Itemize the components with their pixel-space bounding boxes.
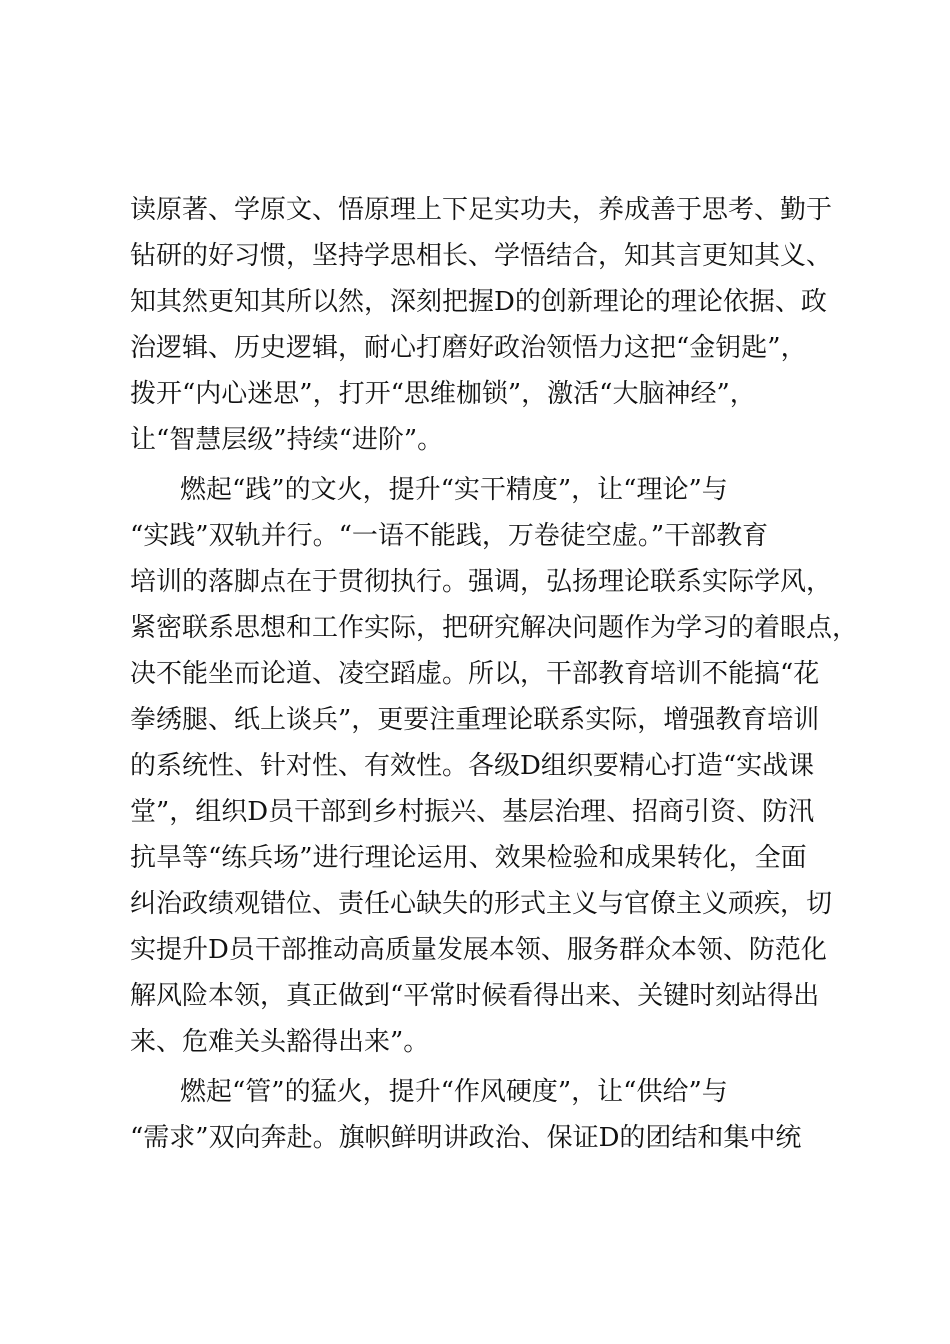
text-line: 来、危难关头豁得出来”。 <box>130 1027 430 1057</box>
text-line: 紧密联系思想和工作实际，把研究解决问题作为学习的着眼点， <box>130 613 859 643</box>
text-line: 知其然更知其所以然，深刻把握D的创新理论的理论依据、政 <box>130 287 827 317</box>
text-line: 的系统性、针对性、有效性。各级D组织要精心打造“实战课 <box>130 751 815 781</box>
text-line: 解风险本领，真正做到“平常时候看得出来、关键时刻站得出 <box>130 981 820 1011</box>
text-line: 治逻辑、历史逻辑，耐心打磨好政治领悟力这把“金钥匙”， <box>130 333 807 363</box>
text-line: 拳绣腿、纸上谈兵”，更要注重理论联系实际，增强教育培训 <box>130 705 820 735</box>
text-line: 抗旱等“练兵场”进行理论运用、效果检验和成果转化，全面 <box>130 843 807 873</box>
text-line: “实践”双轨并行。“一语不能践，万卷徒空虚。”干部教育 <box>130 521 769 551</box>
paragraph-first-line: 燃起“管”的猛火，提升“作风硬度”，让“供给”与 <box>180 1077 728 1107</box>
text-line: 培训的落脚点在于贯彻执行。强调，弘扬理论联系实际学风， <box>130 567 833 597</box>
text-line: 读原著、学原文、悟原理上下足实功夫，养成善于思考、勤于 <box>130 195 833 225</box>
text-line: 实提升D员干部推动高质量发展本领、服务群众本领、防范化 <box>130 935 827 965</box>
text-line: 堂”，组织D员干部到乡村振兴、基层治理、招商引资、防汛 <box>130 797 815 827</box>
text-line: 让“智慧层级”持续“进阶”。 <box>130 425 444 455</box>
text-line: 纠治政绩观错位、责任心缺失的形式主义与官僚主义顽疾，切 <box>130 889 833 919</box>
text-line: 决不能坐而论道、凌空蹈虚。所以，干部教育培训不能搞“花 <box>130 659 820 689</box>
text-line: 钻研的好习惯，坚持学思相长、学悟结合，知其言更知其义、 <box>130 241 833 271</box>
text-line: 拨开“内心迷思”，打开“思维枷锁”，激活“大脑神经”， <box>130 379 756 409</box>
text-line: “需求”双向奔赴。旗帜鲜明讲政治、保证D的团结和集中统 <box>130 1123 802 1153</box>
paragraph-first-line: 燃起“践”的文火，提升“实干精度”，让“理论”与 <box>180 475 728 505</box>
